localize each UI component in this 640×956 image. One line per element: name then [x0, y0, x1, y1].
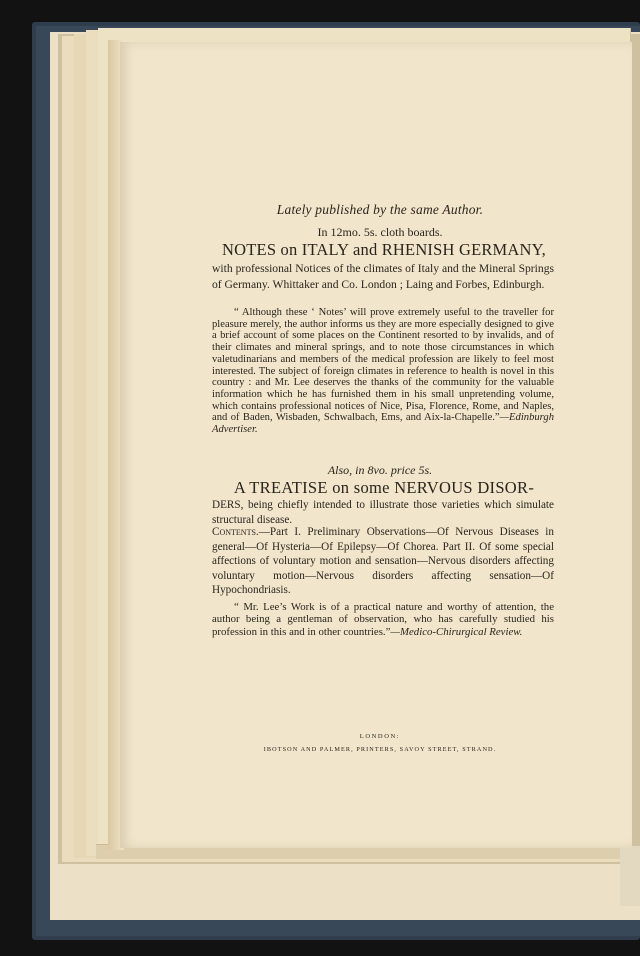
- contents-text: —Part I. Preliminary Observations—Of Nervous Diseases in general—Of Hysteria—Of Epilepsy—Of Chorea. Part II. Of some special affections of voluntary motion and sensation—Nervous disorders affecting voluntary motion—Nervous disorders affecting sensation—Of Hypochondriasis.: [212, 526, 554, 597]
- book2-review-source: —Medico-Chirurgical Review.: [390, 625, 523, 638]
- author-line: Lately published by the same Author.: [276, 202, 484, 217]
- book1-description: with professional Notices of the climates of Italy and the Mineral Springs of Germany. Whittaker and Co. London ; Laing and Forbes, Edinburgh.: [212, 262, 554, 291]
- book2-contents: [212, 525, 554, 598]
- contents-label: Contents.: [212, 526, 259, 538]
- book1-format: In 12mo. 5s. cloth boards.: [317, 225, 443, 239]
- book2-review-text: “ Mr. Lee’s Work is of a practical nature and worthy of attention, the author being a gentleman of observation, who has carefully studied his profession in this and in other countries.”: [212, 601, 554, 638]
- imprint-printers: IBOTSON AND PALMER, PRINTERS, SAVOY STREET, STRAND.: [263, 746, 497, 753]
- imprint-city: LONDON:: [359, 733, 401, 740]
- book2-format: Also, in 8vo. price 5s.: [327, 463, 433, 477]
- page: [120, 42, 632, 848]
- book2-description-text: being chiefly intended to illustrate those varieties which simulate structural disease.: [212, 499, 554, 526]
- book1-review-text: “ Although these ‘ Notes’ will prove extremely useful to the traveller for pleasure merely, the author informs us they are more especially designed to give a brief account of some places on the Continent resorted to by invalids, and of their climates and mineral springs, and to note those circumstances in which valetudinarians and members of the medical profession are likely to feel most interested. The subject of foreign climates in reference to health is novel in this country : and Mr. Lee deserves the thanks of the community for the valuable information which he has furnished them in his small unpretending volume, which contains professional notices of Nice, Pisa, Florence, Rome, and Naples, and of Baden, Wisbaden, Schwalbach, Ems, and Aix-la-Chapelle.”: [212, 307, 554, 424]
- book2-title-cont: DERS,: [212, 499, 244, 511]
- book2-review: [212, 601, 554, 638]
- book1-review: [212, 307, 554, 436]
- book2-title: A TREATISE on some NERVOUS DISOR-: [233, 478, 535, 497]
- page-tab: [620, 846, 640, 906]
- book1-title: NOTES on ITALY and RHENISH GERMANY,: [222, 240, 546, 259]
- book1-review-source: —Edinburgh Advertiser.: [212, 412, 554, 436]
- book2-description: [212, 498, 554, 528]
